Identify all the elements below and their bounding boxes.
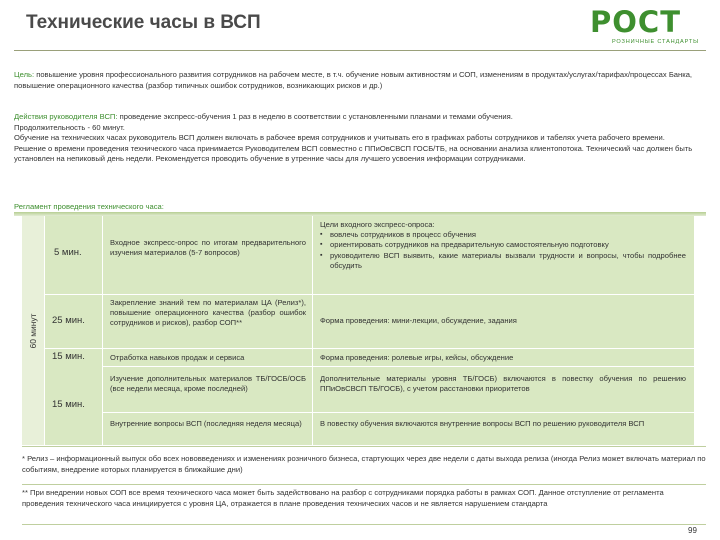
footnote-sop: ** При внедрении новых СОП все время технического часа может быть задействовано на разбор с сотрудниками порядка работы в рамках СОП. Данное отступление от регламента проведения технического часа инициируется с уровня ЦА, отражается в плане проведения технических часов и не является нарушением стандарта: [22, 488, 664, 508]
page-title: Технические часы в ВСП: [26, 12, 261, 33]
goal-paragraph: [14, 70, 706, 91]
actions-line1: проведение экспресс-обучения 1 раз в неделю в соответствии с установленными планами и темами обучения.: [117, 112, 513, 121]
row-divider: [44, 348, 694, 349]
regulation-table: [22, 216, 694, 445]
row3-duration: 15 мин.: [52, 351, 85, 362]
row5-format: В повестку обучения включаются внутренние вопросы ВСП по решению руководителя ВСП: [320, 419, 645, 428]
row3-format: Форма проведения: ролевые игры, кейсы, обсуждение: [320, 353, 514, 362]
list-item: ▪ вовлечь сотрудников в процесс обучения: [320, 230, 686, 240]
rost-logo: [590, 6, 706, 48]
goal-text: повышение уровня профессионального развития сотрудников на рабочем месте, в т.ч. обучение новым активностям и СОП, изменениям в продуктах/услугах/тарифах/процессах Банка, повышение операционного качества (разбор типичных ошибок сотрудников, возникающих рисков и др.): [14, 70, 693, 90]
regulation-label: Регламент проведения технического часа:: [14, 202, 164, 211]
row2-duration: 25 мин.: [52, 315, 85, 326]
row1-goals-intro: Цели входного экспресс-опроса:: [320, 220, 435, 229]
logo-subtitle: РОЗНИЧНЫЕ СТАНДАРТЫ: [612, 39, 699, 45]
column-divider: [102, 216, 103, 445]
row-divider: [44, 294, 694, 295]
row-divider: [102, 366, 694, 367]
row4-duration: 15 мин.: [52, 399, 85, 410]
list-item: ▪ ориентировать сотрудников на предварительную самостоятельную подготовку: [320, 240, 686, 250]
actions-line2: Продолжительность - 60 минут.: [14, 122, 125, 132]
row-divider: [102, 412, 694, 413]
row4-format: Дополнительные материалы уровня ТБ/ГОСБ) включаются в повестку обучения по решению ППиОвСВСП ТБ/ГОСБ), с учетом расстановки приоритетов: [320, 374, 686, 394]
actions-line4: Решение о времени проведения технического часа принимается Руководителем ВСП совместно с ППиОвСВСП ГОСБ/ТБ, на основании анализа клиентопотока. Технический час должен быть установлен на непиковый день недели. Рекомендуется проводить обучение в утренние часы для лучшего усвоения информации сотрудниками.: [14, 143, 693, 164]
row1-activity: Входное экспресс-опрос по итогам предварительного изучения материалов (5-7 вопросов): [110, 238, 306, 258]
column-divider: [44, 216, 45, 445]
title-divider: [14, 50, 706, 51]
goal-label: Цель:: [14, 70, 35, 79]
footnote-release: * Релиз – информационный выпуск обо всех нововведениях и изменениях розничного бизнеса, стартующих через две недели с даты выхода релиза (иногда Релиз может включать материал по событиям, внедрение которых планируется в ближайшие дни): [22, 454, 706, 474]
row2-activity: Закрепление знаний тем по материалам ЦА (Релиз*), повышение операционного качества (разбор ошибок сотрудников и рисков), разбор СОП**: [110, 298, 306, 328]
logo-text: РОСТ: [590, 5, 681, 39]
actions-label: Действия руководителя ВСП:: [14, 112, 118, 121]
row3-activity: Отработка навыков продаж и сервиса: [110, 353, 245, 362]
footnote-divider: [22, 524, 706, 525]
row1-goals-list: [320, 230, 686, 271]
total-duration-cell: [22, 216, 44, 445]
page-number: 99: [688, 526, 697, 535]
total-duration-label: 60 минут: [28, 313, 38, 348]
list-item: ▪ руководителю ВСП выявить, какие материалы вызвали трудности и вопросы, чтобы подробнее обсудить: [320, 251, 686, 271]
actions-line3: Обучение на технических часах руководитель ВСП должен включать в рабочее время сотрудников и учитывать его в графиках работы сотрудников и табелях учета рабочего времени.: [14, 133, 665, 143]
row5-activity: Внутренние вопросы ВСП (последняя неделя месяца): [110, 419, 302, 428]
row1-duration: 5 мин.: [54, 247, 82, 258]
footnote-divider: [22, 484, 706, 485]
row1-goals: [320, 220, 686, 271]
row2-format: Форма проведения: мини-лекции, обсуждение, задания: [320, 316, 517, 325]
actions-paragraph: [14, 112, 706, 165]
row4-activity: Изучение дополнительных материалов ТБ/ГОСБ/ОСБ (все недели месяца, кроме последней): [110, 374, 306, 394]
column-divider: [312, 216, 313, 445]
footnote-divider: [22, 446, 706, 447]
